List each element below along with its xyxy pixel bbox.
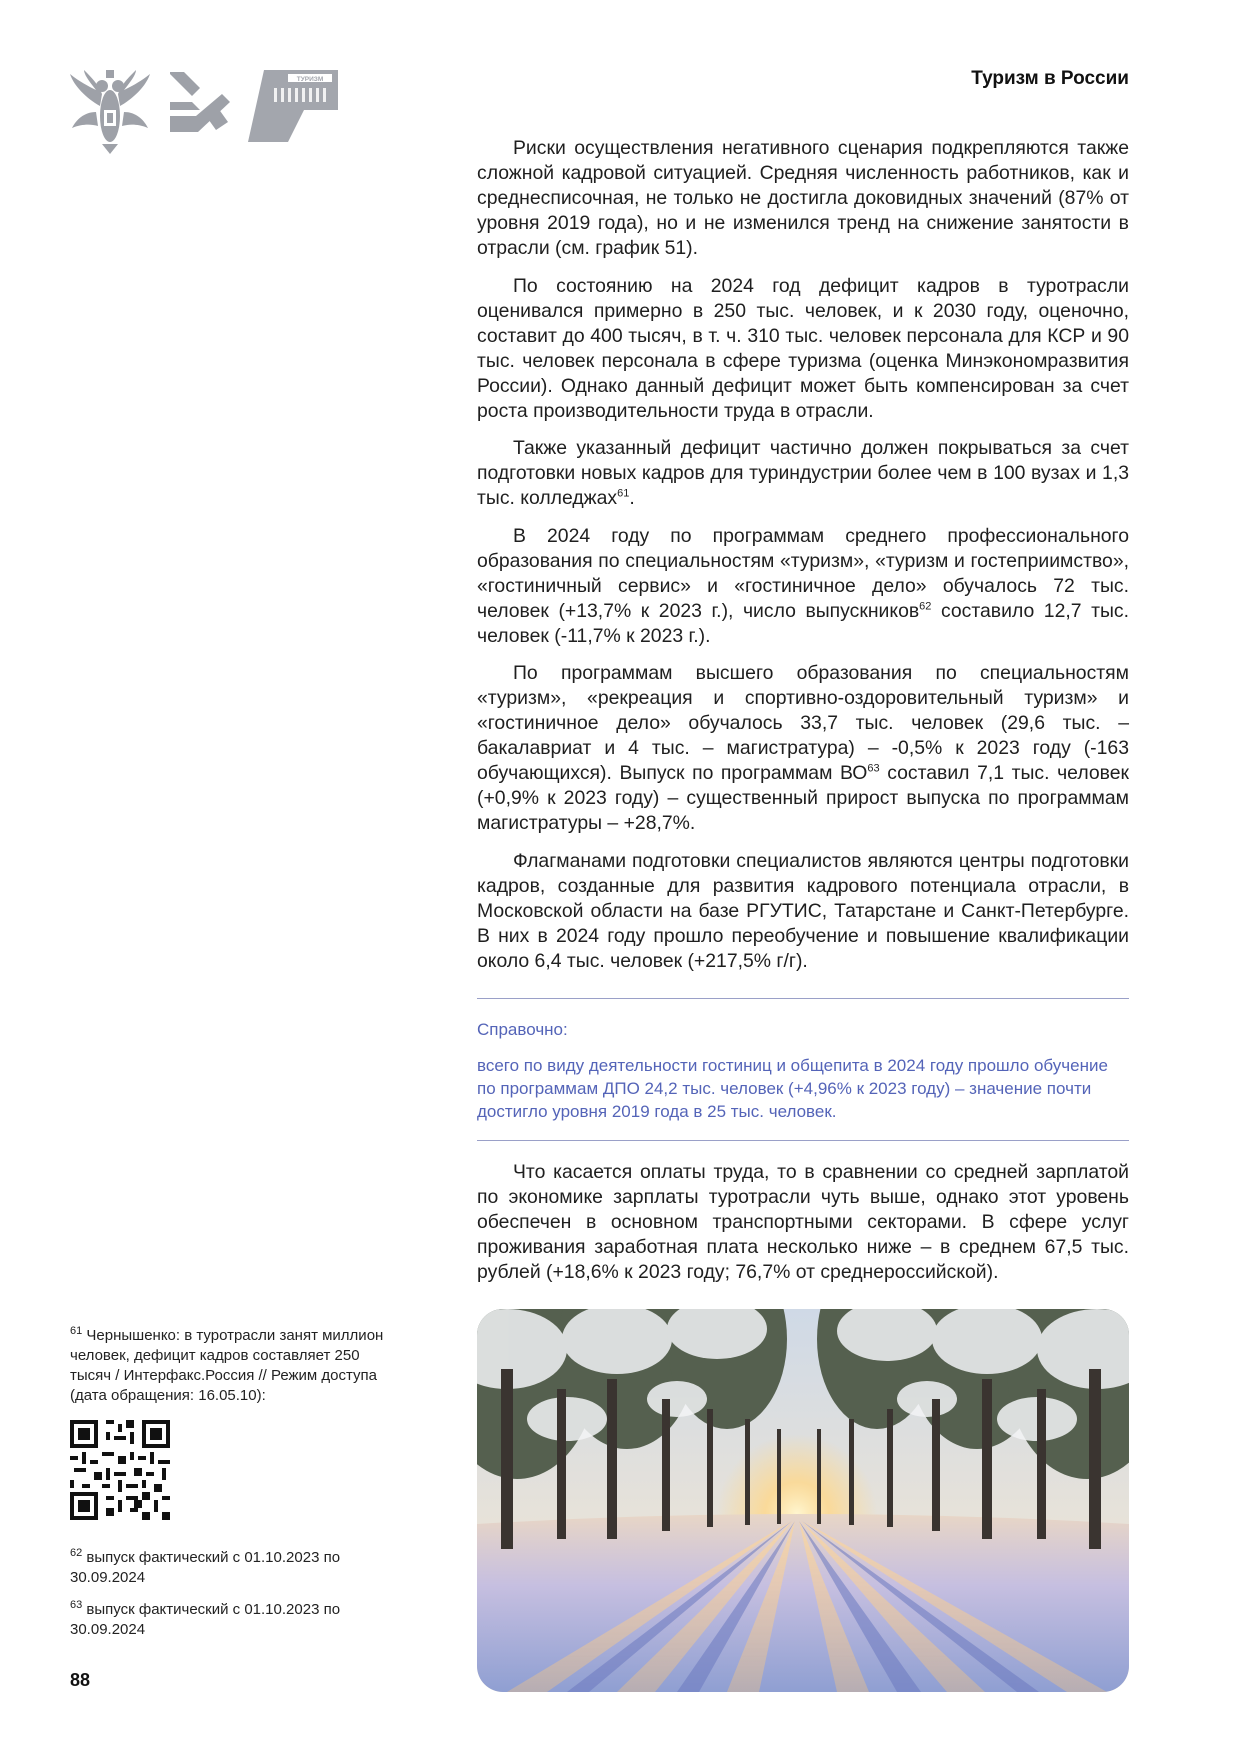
paragraph-1: Риски осуществления негативного сценария подкрепляются также сложной кадровой ситуацией. Средняя численность работников, как и среднесписочная, не только не достигла доковидных значений (87% от уровня 2019 года), но и не изменился тренд на снижение занятости в отрасли (см. график 51).	[477, 137, 1129, 259]
winter-forest-illustration	[477, 1309, 1129, 1692]
paragraph-3: Также указанный дефицит частично должен покрываться за счет подготовки новых кадров для туриндустрии более чем в 100 вузах и 1,3 тыс. колледжах$^{61}$.	[477, 437, 1129, 509]
footnote-ref-61: 61	[617, 487, 630, 500]
page-number: 88	[70, 1670, 91, 1690]
winter-forest-photo	[477, 1309, 1129, 1692]
coat-of-arms-icon	[70, 70, 150, 154]
paragraph-7: Что касается оплаты труда, то в сравнении со средней зарплатой по экономике зарплаты туротрасли чуть выше, однако этот уровень обеспечен в основном транспортными секторами. В сфере услуг проживания заработная плата несколько ниже – в среднем 67,5 тыс. рублей (+18,6% к 2023 году; 76,7% от среднероссийской).	[477, 1161, 1129, 1283]
info-box-text: всего по виду деятельности гостиниц и общепита в 2024 году прошло обучение по программам ДПО 24,2 тыс. человек (+4,96% к 2023 году) – значение почти достигло уровня 2019 года в 25 тыс. человек.	[477, 1056, 1108, 1121]
footnote-63: $^{63}$ выпуск фактический с 01.10.2023 по 30.09.2024	[70, 1599, 341, 1638]
tourism-logo-icon	[248, 70, 338, 142]
paragraph-5: По программам высшего образования по специальностям «туризм», «рекреация и спортивно-оздоровительный туризм» и «гостиничное дело» обучалось 33,7 тыс. человек (29,6 тыс. – бакалавриат и 4 тыс. – магистратура) – -0,5% к 2023 году (-163 обучающихся). Выпуск по программам ВО$^{63}$ составил 7,1 тыс. человек (+0,9% к 2023 году) – существенный прирост выпуска по программам магистратуры – +28,7%.	[477, 662, 1129, 834]
footnote-62: $^{62}$ выпуск фактический с 01.10.2023 по 30.09.2024	[70, 1547, 341, 1586]
footnote-ref-63: 63	[867, 762, 880, 775]
divider-top	[477, 998, 1129, 999]
paragraph-2: По состоянию на 2024 год дефицит кадров в туротрасли оценивался примерно в 250 тыс. человек, и к 2030 году, оценочно, составит до 400 тысяч, в т. ч. 310 тыс. человек персонала для КСР и 90 тыс. человек персонала в сфере туризма (оценка Минэкономразвития России). Однако данный дефицит может быть компенсирован за счет роста производительности труда в отрасли.	[477, 274, 1129, 422]
paragraph-4: В 2024 году по программам среднего профессионального образования по специальностям «туризм», «туризм и гостеприимство», «гостиничный сервис» и «гостиничное дело» обучалось 72 тыс. человек (+13,7% к 2023 г.), число выпускников$^{62}$ составило 12,7 тыс. человек (-11,7% к 2023 г.).	[477, 524, 1129, 647]
main-text	[477, 136, 1129, 986]
info-box-title: Справочно:	[477, 1020, 568, 1039]
main-text-continued	[477, 1160, 1129, 1285]
qr-code-icon[interactable]	[70, 1420, 170, 1520]
paragraph-6: Флагманами подготовки специалистов являются центры подготовки кадров, созданные для развития кадрового потенциала отрасли, в Московской области на базе РГУТИС, Татарстане и Санкт-Петербурге. В них в 2024 году прошло переобучение и повышение квалификации около 6,4 тыс. человек (+217,5% г/г).	[477, 849, 1129, 972]
logos-group	[66, 68, 386, 158]
ministry-logo-icon	[170, 72, 230, 132]
logo-badge-text: ТУРИЗМ	[296, 76, 324, 83]
footnote-61: $^{61}$ Чернышенко: в туротрасли занят миллион человек, дефицит кадров составляет 250 тысяч / Интерфакс.Россия // Режим доступа (дата обращения: 16.05.10):	[70, 1325, 384, 1404]
footnotes	[70, 1326, 400, 1640]
divider-bottom	[477, 1140, 1129, 1141]
footnote-ref-62: 62	[919, 600, 932, 613]
running-title: Туризм в России	[971, 68, 1129, 89]
